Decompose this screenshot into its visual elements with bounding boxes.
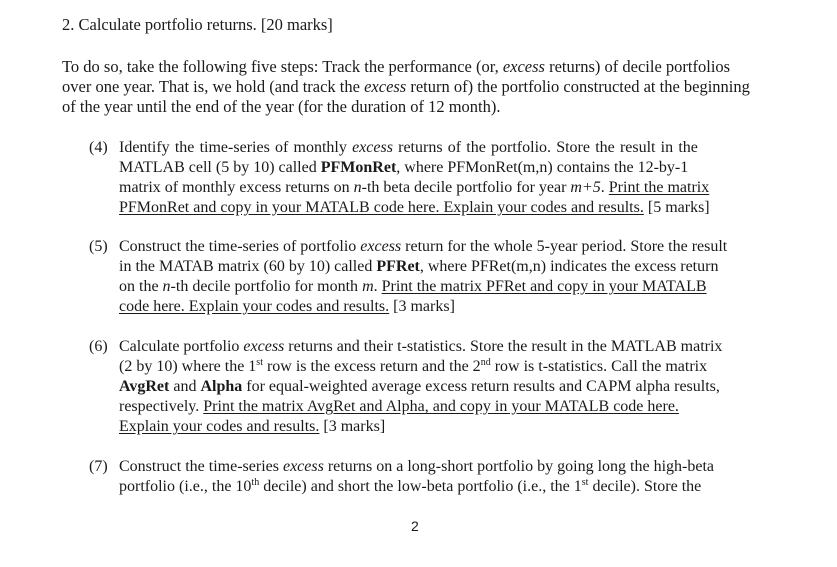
text: , where PFMonRet(m,n) contains the 12-by-1: [396, 159, 689, 176]
item-line: [119, 178, 779, 198]
item-number: (4): [89, 139, 108, 156]
item-number: (5): [89, 238, 108, 255]
emphasis: excess: [243, 338, 285, 355]
item-body: [119, 237, 779, 317]
marks-label: [3 marks]: [319, 418, 386, 435]
text: -th decile portfolio for month: [170, 278, 363, 295]
text: returns of the portfolio. Store the result in the: [392, 139, 698, 156]
item-line: [119, 257, 779, 277]
emphasis: excess: [282, 458, 324, 475]
instruction-underlined: Explain your codes and results.: [119, 418, 320, 435]
text: respectively.: [119, 398, 204, 415]
question-heading: 2. Calculate portfolio returns. [20 marks]: [62, 15, 333, 34]
instruction-underlined: code here. Explain your codes and results.: [119, 298, 390, 315]
ordinal-suffix: th: [251, 477, 260, 488]
ordinal-suffix: st: [581, 477, 589, 488]
emphasis: excess: [502, 57, 545, 76]
text: returns and their t-statistics. Store the result in the MATLAB matrix: [284, 338, 723, 355]
text: Identify the time-series of monthly: [119, 139, 353, 156]
item-line: [119, 337, 779, 357]
instruction-underlined: PFMonRet and copy in your MATALB code here. Explain your codes and results.: [119, 199, 644, 216]
text: row is t-statistics. Call the matrix: [490, 358, 708, 375]
emphasis: m: [362, 278, 374, 295]
item-body: [119, 138, 779, 218]
text: returns) of decile portfolios: [544, 57, 731, 76]
item-line: [119, 477, 779, 497]
item-line: [119, 357, 779, 377]
ordinal-suffix: st: [256, 357, 263, 368]
item-line: [119, 198, 779, 218]
text: MATLAB cell (5 by 10) called: [119, 159, 321, 176]
instruction-underlined: Print the matrix: [608, 179, 710, 196]
variable-name: PFMonRet: [320, 159, 397, 176]
item-line: [119, 138, 779, 158]
text: (2 by 10) where the 1: [119, 358, 257, 375]
emphasis: m+5: [570, 179, 601, 196]
intro-line: [62, 77, 778, 97]
emphasis: n: [162, 278, 171, 295]
intro-line: of the year until the end of the year (for the duration of 12 month).: [62, 97, 501, 116]
instruction-underlined: Print the matrix AvgRet and Alpha, and copy in your MATALB code here.: [203, 398, 679, 415]
page-number: 2: [411, 518, 419, 534]
item-body: [119, 337, 779, 437]
variable-name: Alpha: [200, 378, 243, 395]
instruction-underlined: Print the matrix PFRet and copy in your MATALB: [381, 278, 707, 295]
text: in the MATAB matrix (60 by 10) called: [119, 258, 377, 275]
text: matrix of monthly excess returns on: [119, 179, 354, 196]
item-body: [119, 457, 779, 497]
text: row is the excess return and the 2: [262, 358, 481, 375]
text: decile) and short the low-beta portfolio (i.e., the 1: [259, 478, 582, 495]
ordinal-suffix: nd: [480, 357, 491, 368]
text: , where PFRet(m,n) indicates the excess return: [419, 258, 719, 275]
text: -th beta decile portfolio for year: [361, 179, 571, 196]
text: Construct the time-series: [119, 458, 283, 475]
emphasis: excess: [364, 77, 407, 96]
item-line: [119, 377, 779, 397]
marks-label: [3 marks]: [389, 298, 455, 315]
item-line: [119, 397, 779, 417]
item-line: [119, 457, 779, 477]
text: To do so, take the following five steps: Track the performance (or,: [62, 57, 503, 76]
item-number: (7): [89, 458, 108, 475]
emphasis: excess: [360, 238, 402, 255]
text: return of) the portfolio constructed at the beginning: [406, 77, 750, 96]
variable-name: AvgRet: [119, 378, 170, 395]
item-line: [119, 277, 779, 297]
text: Calculate portfolio: [119, 338, 244, 355]
item-line: [119, 297, 779, 317]
item-number: (6): [89, 338, 108, 355]
text: returns on a long-short portfolio by going long the high-beta: [323, 458, 714, 475]
text: Construct the time-series of portfolio: [119, 238, 361, 255]
item-line: [119, 237, 779, 257]
text: and: [169, 378, 201, 395]
text: portfolio (i.e., the 10: [119, 478, 252, 495]
intro-paragraph: [62, 57, 778, 117]
intro-line: [62, 57, 778, 77]
text: .: [373, 278, 382, 295]
item-line: [119, 417, 779, 437]
text: on the: [119, 278, 163, 295]
emphasis: excess: [352, 139, 393, 156]
text: return for the whole 5-year period. Store the result: [401, 238, 728, 255]
emphasis: n: [353, 179, 362, 196]
text: .: [600, 179, 609, 196]
text: over one year. That is, we hold (and track the: [62, 77, 365, 96]
variable-name: PFRet: [376, 258, 420, 275]
item-line: [119, 158, 779, 178]
marks-label: [5 marks]: [643, 199, 710, 216]
text: for equal-weighted average excess return results and CAPM alpha results,: [242, 378, 720, 395]
text: decile). Store the: [588, 478, 702, 495]
